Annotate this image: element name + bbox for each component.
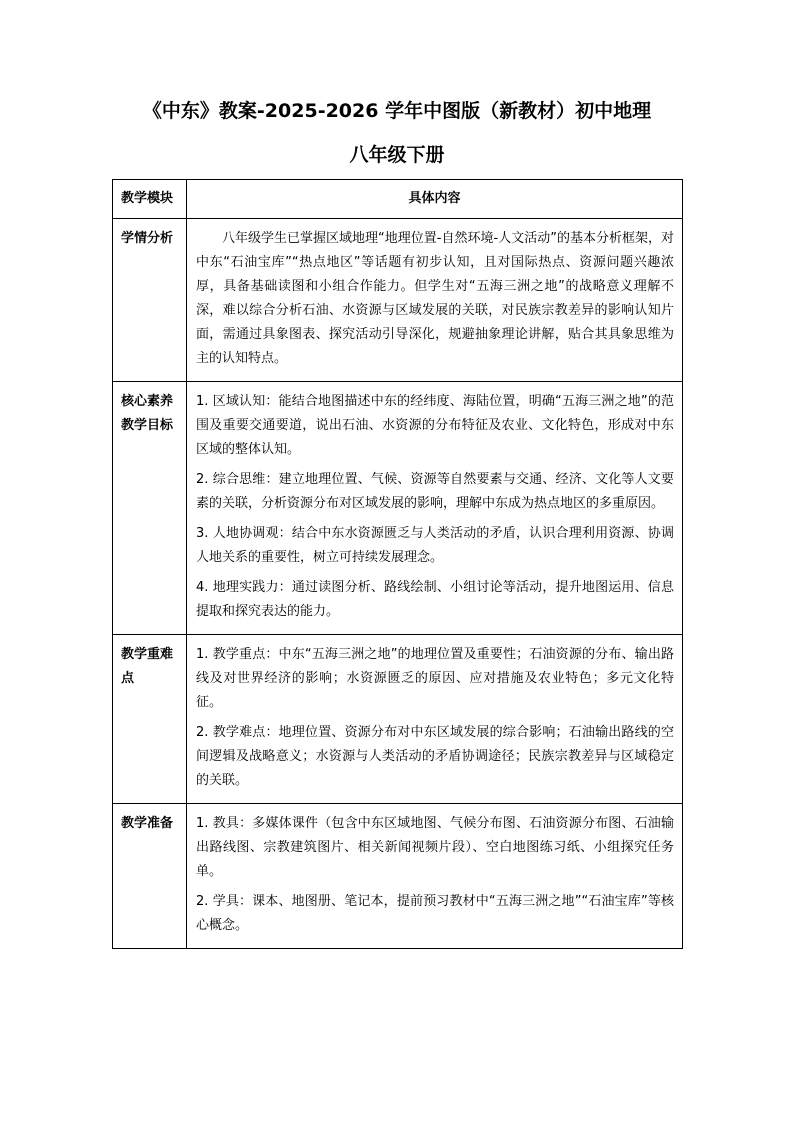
content-paragraph: 3. 人地协调观：结合中东水资源匮乏与人类活动的矛盾，认识合理利用资源、协调人地关系的重要性，树立可持续发展理念。 bbox=[196, 526, 674, 565]
row-label-student-analysis: 学情分析 bbox=[113, 219, 187, 382]
row-label-key-points: 教学重难点 bbox=[113, 635, 187, 804]
content-paragraph: 1. 教学重点：中东“五海三洲之地”的地理位置及重要性；石油资源的分布、输出路线及对世界经济的影响；水资源匮乏的原因、应对措施及农业特色；多元文化特征。 bbox=[196, 647, 674, 710]
table-row bbox=[113, 219, 683, 382]
table-row bbox=[113, 382, 683, 635]
row-label-preparation: 教学准备 bbox=[113, 804, 187, 949]
document-title: 《中东》教案-2025-2026 学年中图版（新教材）初中地理 bbox=[142, 100, 652, 122]
content-paragraph: 2. 学具：课本、地图册、笔记本，提前预习教材中“五海三洲之地”“石油宝库”等核心概念。 bbox=[196, 894, 674, 933]
header-module-label: 教学模块 bbox=[121, 191, 174, 206]
table-header-row bbox=[113, 180, 683, 219]
row-label-core-objectives: 核心素养教学目标 bbox=[113, 382, 187, 635]
table-row bbox=[113, 635, 683, 804]
header-cell-module bbox=[113, 180, 187, 219]
content-paragraph: 2. 教学难点：地理位置、资源分布对中东区域发展的综合影响；石油输出路线的空间逻辑及战略意义；水资源与人类活动的矛盾协调途径；民族宗教差异与区域稳定的关联。 bbox=[196, 725, 674, 788]
lesson-plan-table bbox=[112, 179, 683, 949]
row-content-preparation bbox=[187, 804, 683, 949]
header-cell-content bbox=[187, 180, 683, 219]
row-content-key-points bbox=[187, 635, 683, 804]
header-content-label: 具体内容 bbox=[408, 191, 461, 206]
content-paragraph: 2. 综合思维：建立地理位置、气候、资源等自然要素与交通、经济、文化等人文要素的关联，分析资源分布对区域发展的影响，理解中东成为热点地区的多重原因。 bbox=[196, 472, 674, 511]
document-subtitle: 八年级下册 bbox=[349, 144, 445, 166]
content-paragraph: 八年级学生已掌握区域地理“地理位置-自然环境-人文活动”的基本分析框架，对中东“石油宝库”“热点地区”等话题有初步认知，且对国际热点、资源问题兴趣浓厚，具备基础读图和小组合作能力。但学生对“五海三洲之地”的战略意义理解不深，难以综合分析石油、水资源与区域发展的关联，对民族宗教差异的影响认知片面，需通过具象图表、探究活动引导深化，规避抽象理论讲解，贴合其具象思维为主的认知特点。 bbox=[196, 231, 674, 366]
content-paragraph: 4. 地理实践力：通过读图分析、路线绘制、小组讨论等活动，提升地图运用、信息提取和探究表达的能力。 bbox=[196, 580, 674, 619]
content-paragraph: 1. 教具：多媒体课件（包含中东区域地图、气候分布图、石油资源分布图、石油输出路线图、宗教建筑图片、相关新闻视频片段）、空白地图练习纸、小组探究任务单。 bbox=[196, 816, 674, 879]
content-paragraph: 1. 区域认知：能结合地图描述中东的经纬度、海陆位置，明确“五海三洲之地”的范围及重要交通要道，说出石油、水资源的分布特征及农业、文化特色，形成对中东区域的整体认知。 bbox=[196, 394, 674, 457]
row-content-student-analysis bbox=[187, 219, 683, 382]
table-row bbox=[113, 804, 683, 949]
row-content-core-objectives bbox=[187, 382, 683, 635]
